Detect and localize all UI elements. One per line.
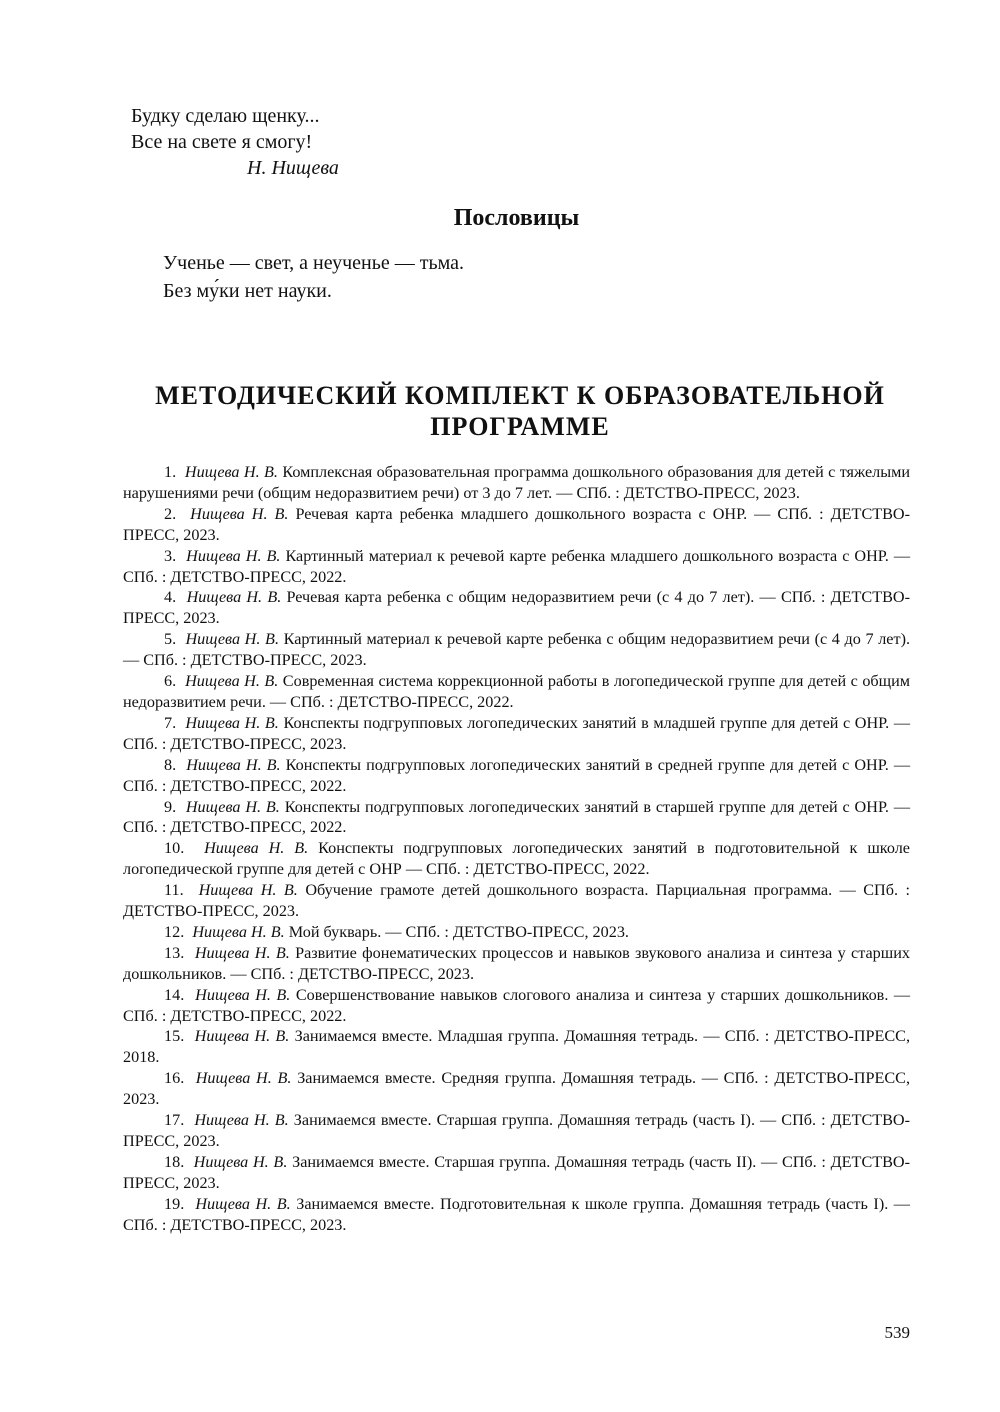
heading-line: МЕТОДИЧЕСКИЙ КОМПЛЕКТ К ОБРАЗОВАТЕЛЬНОЙ [155,381,885,410]
entry-number: 9. [164,797,177,816]
entry-text: Речевая карта ребенка младшего дошкольного возраста с ОНР. — СПб. : ДЕТСТВО-ПРЕСС, 2023. [123,504,911,544]
bibliography-entry [123,797,910,839]
entry-author: Нищева Н. В. [186,755,281,774]
entry-author: Нищева Н. В. [204,839,309,858]
entry-author: Нищева Н. В. [194,943,290,962]
proverb-item: Ученье — свет, а неученье — тьма. [163,252,464,274]
bibliography-entry [123,838,910,880]
entry-number: 11. [164,881,184,900]
entry-number: 7. [164,713,177,732]
bibliography-entry [123,922,910,943]
entry-author: Нищева Н. В. [194,1027,290,1046]
entry-author: Нищева Н. В. [194,1111,289,1130]
entry-text: Обучение грамоте детей дошкольного возраста. Парциальная программа. — СПб. : ДЕТСТВО-ПРЕСС, 2023. [123,881,911,921]
entry-text: Комплексная образовательная программа дошкольного образования для детей с тяжелыми нарушениями речи (общим недоразвитием речи) от 3 до 7 лет. — СПб. : ДЕТСТВО-ПРЕСС, 2023. [123,463,911,502]
entry-text: Занимаемся вместе. Младшая группа. Домашняя тетрадь. — СПб. : ДЕТСТВО-ПРЕСС, 2018. [123,1027,911,1067]
entry-number: 15. [164,1027,185,1046]
bibliography-entry [123,587,910,629]
bibliography-entry [123,546,910,588]
entry-number: 6. [164,672,177,691]
entry-text: Конспекты подгрупповых логопедических занятий в средней группе для детей с ОНР. — СПб. : ДЕТСТВО-ПРЕСС, 2022. [123,755,911,795]
entry-text: Развитие фонематических процессов и навыков звукового анализа и синтеза у старших дошкольников. — СПб. : ДЕТСТВО-ПРЕСС, 2023. [123,943,910,983]
entry-author: Нищева Н. В. [185,713,279,732]
entry-text: Конспекты подгрупповых логопедических занятий в старшей группе для детей с ОНР. — СПб. : ДЕТСТВО-ПРЕСС, 2022. [123,797,911,837]
entry-author: Нищева Н. В. [195,1194,291,1213]
entry-author: Нищева Н. В. [186,546,281,565]
entry-number: 3. [164,546,177,565]
entry-number: 16. [164,1069,185,1088]
methodical-kit-heading [140,380,900,442]
poem-author: Н. Нищева [247,157,339,179]
bibliography-entry [123,1194,910,1236]
entry-number: 5. [164,630,177,649]
entry-number: 12. [164,922,185,941]
bibliography-entry [123,880,910,922]
bibliography-entry [123,1068,910,1110]
heading-line: ПРОГРАММЕ [430,412,610,441]
bibliography-entry [123,671,910,713]
entry-text: Картинный материал к речевой карте ребенка с общим недоразвитием речи (с 4 до 7 лет). — СПб. : ДЕТСТВО-ПРЕСС, 2023. [123,630,911,670]
entry-text: Картинный материал к речевой карте ребенка младшего дошкольного возраста с ОНР. — СПб. : ДЕТСТВО-ПРЕСС, 2022. [123,546,911,586]
entry-number: 17. [164,1111,185,1130]
proverb-item: Без му́ки нет науки. [163,280,332,302]
entry-author: Нищева Н. В. [195,985,291,1004]
entry-text: Речевая карта ребенка с общим недоразвитием речи (с 4 до 7 лет). — СПб. : ДЕТСТВО-ПРЕСС, 2023. [123,588,910,628]
bibliography-entry [123,1026,910,1068]
entry-author: Нищева Н. В. [190,504,289,523]
entry-text: Занимаемся вместе. Старшая группа. Домашняя тетрадь (часть I). — СПб. : ДЕТСТВО-ПРЕСС, 2023. [123,1111,911,1150]
entry-author: Нищева Н. В. [185,672,279,691]
proverbs-list [163,249,464,305]
entry-text: Занимаемся вместе. Старшая группа. Домашняя тетрадь (часть II). — СПб. : ДЕТСТВО-ПРЕСС, 2023. [123,1152,911,1192]
entry-text: Мой букварь. — СПб. : ДЕТСТВО-ПРЕСС, 2023. [288,922,629,941]
bibliography-entry [123,1152,910,1194]
bibliography-entry [123,462,910,504]
entry-author: Нищева Н. В. [193,1152,288,1171]
poem-excerpt [131,103,339,181]
bibliography-entry [123,755,910,797]
bibliography-entry [123,943,910,985]
entry-text: Конспекты подгрупповых логопедических занятий в младшей группе для детей с ОНР. — СПб. : ДЕТСТВО-ПРЕСС, 2023. [123,713,911,753]
entry-text: Занимаемся вместе. Средняя группа. Домашняя тетрадь. — СПб. : ДЕТСТВО-ПРЕСС, 2023. [123,1069,910,1109]
bibliography-entry [123,1110,910,1152]
entry-number: 19. [164,1194,185,1213]
entry-number: 2. [164,504,177,523]
page-number: 539 [884,1323,910,1342]
bibliography-list [123,462,910,1236]
entry-author: Нищева Н. В. [186,588,282,607]
bibliography-entry [123,504,910,546]
entry-author: Нищева Н. В. [185,630,279,649]
entry-number: 18. [164,1152,185,1171]
entry-number: 8. [164,755,177,774]
bibliography-entry [123,713,910,755]
proverbs-title: Пословицы [453,205,580,231]
entry-author: Нищева Н. В. [184,463,278,481]
bibliography-entry [123,629,910,671]
entry-text: Занимаемся вместе. Подготовительная к школе группа. Домашняя тетрадь (часть I). — СПб. : ДЕТСТВО-ПРЕСС, 2023. [123,1194,910,1234]
entry-text: Конспекты подгрупповых логопедических занятий в подготовительной к школе логопедической группе для детей с ОНР — СПб. : ДЕТСТВО-ПРЕСС, 2022. [123,839,910,879]
entry-number: 10. [164,839,185,858]
entry-author: Нищева Н. В. [195,1069,292,1088]
entry-number: 13. [164,943,185,962]
entry-author: Нищева Н. В. [185,797,280,816]
entry-text: Совершенствование навыков слогового анализа и синтеза у старших дошкольников. — СПб. : ДЕТСТВО-ПРЕСС, 2022. [123,985,911,1025]
entry-author: Нищева Н. В. [192,922,285,941]
poem-line: Будку сделаю щенку... [131,105,320,127]
entry-text: Современная система коррекционной работы в логопедической группе для детей с общим недоразвитием речи. — СПб. : ДЕТСТВО-ПРЕСС, 2022. [123,672,911,711]
entry-number: 14. [164,985,185,1004]
bibliography-entry [123,985,910,1027]
poem-line: Все на свете я смогу! [131,131,313,153]
entry-number: 1. [164,463,177,481]
entry-author: Нищева Н. В. [198,881,298,900]
entry-number: 4. [164,588,177,607]
